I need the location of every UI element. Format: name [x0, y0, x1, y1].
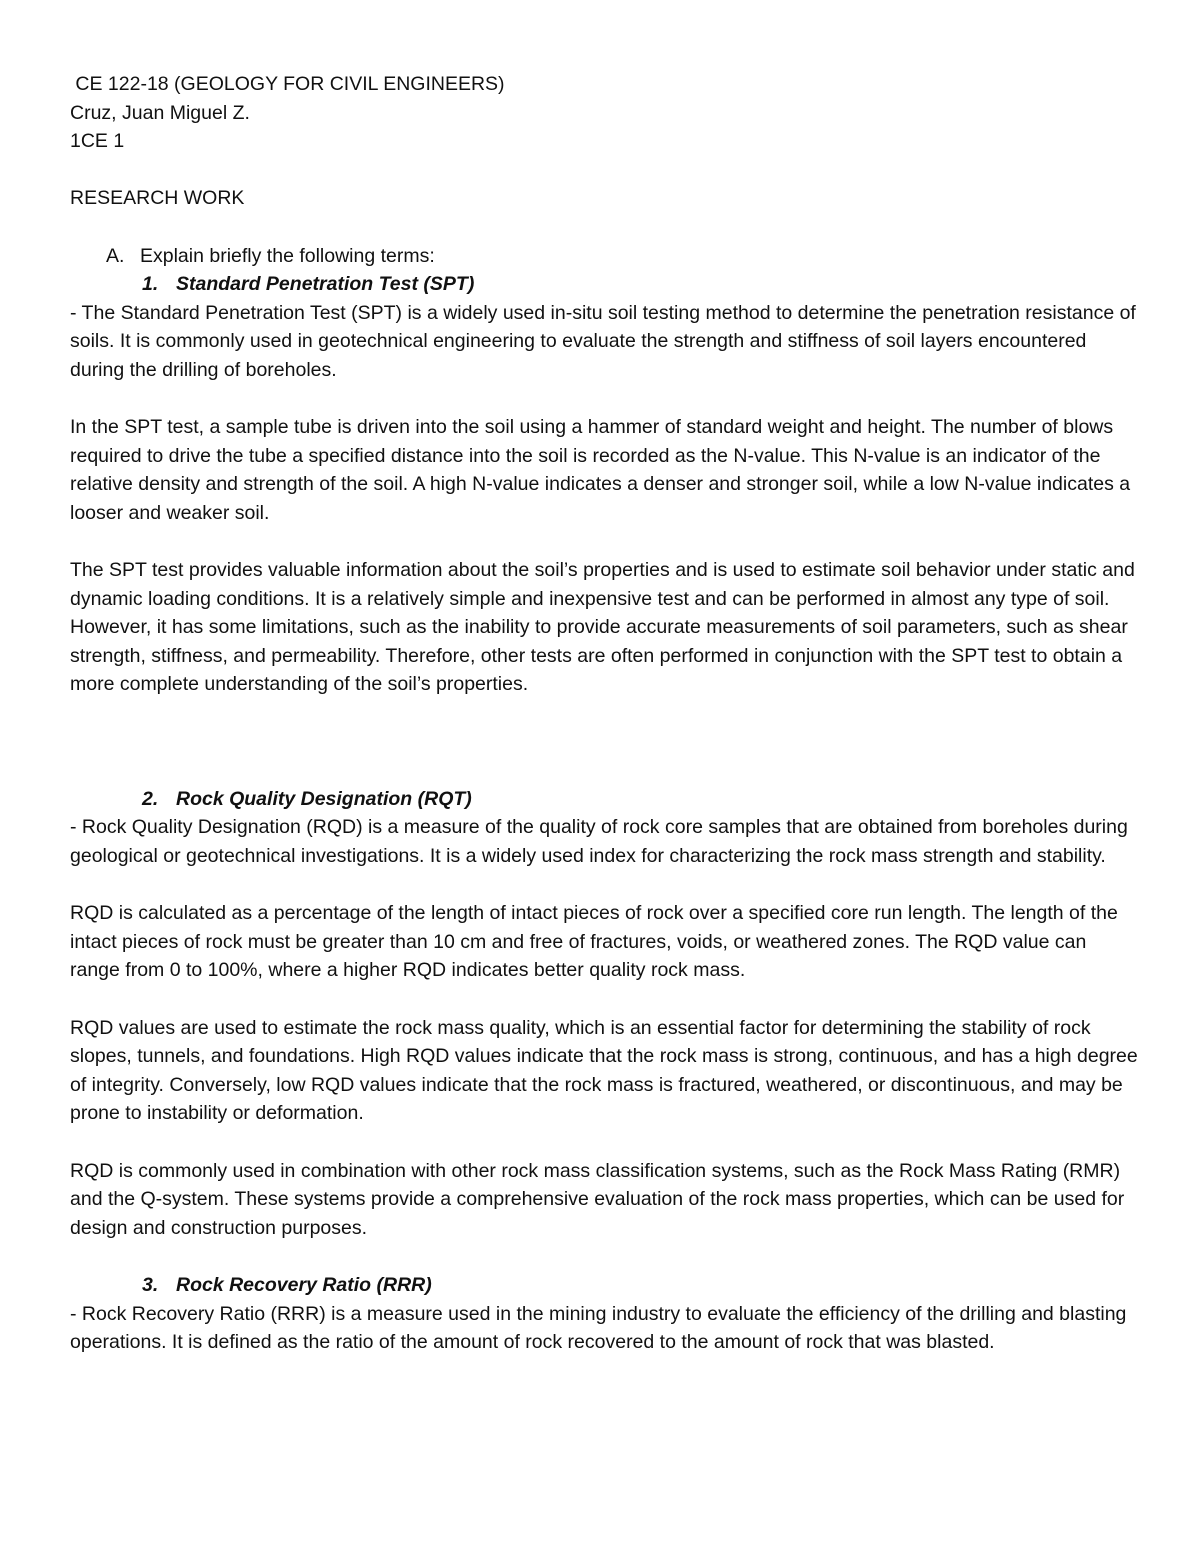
- course-title: CE 122-18 (GEOLOGY FOR CIVIL ENGINEERS): [70, 73, 505, 95]
- part-a-marker: A.: [106, 244, 125, 267]
- rrr-paragraph-1: - Rock Recovery Ratio (RRR) is a measure used in the mining industry to evaluate the efficiency of the drilling and blasting operations. It is defined as the ratio of the amount of rock recovered to the amount of rock that was blasted.: [70, 1302, 1127, 1354]
- rqd-paragraph-4: RQD is commonly used in combination with other rock mass classification systems, such as the Rock Mass Rating (RMR) and the Q-system. These systems provide a comprehensive evaluation of the rock mass properties, which can be used for design and construction purposes.: [70, 1159, 1125, 1239]
- rqd-paragraph-1: - Rock Quality Designation (RQD) is a measure of the quality of rock core samples that are obtained from boreholes during geological or geotechnical investigations. It is a widely used index for characterizing the rock mass strength and stability.: [70, 816, 1128, 868]
- spt-paragraph-2: In the SPT test, a sample tube is driven into the soil using a hammer of standard weight and height. The number of blows required to drive the tube a specified distance into the soil is recorded as the N-value. This N-value is an indicator of the relative density and strength of the soil. A high N-value indicates a denser and stronger soil, while a low N-value indicates a looser and weaker soil.: [70, 416, 1131, 524]
- document-page: [70, 70, 1140, 1357]
- term-heading-rqd: [70, 785, 1140, 814]
- term-number: 1.: [142, 273, 159, 296]
- part-a-text: Explain briefly the following terms:: [140, 244, 435, 267]
- part-a-instruction: [70, 242, 1140, 271]
- term-title: Rock Recovery Ratio (RRR): [176, 1273, 432, 1296]
- term-number: 3.: [142, 1273, 159, 1296]
- student-name: Cruz, Juan Miguel Z.: [70, 101, 250, 124]
- term-heading-rrr: [70, 1271, 1140, 1300]
- term-title: Standard Penetration Test (SPT): [176, 273, 475, 296]
- document-title: RESEARCH WORK: [70, 187, 245, 210]
- rqd-paragraph-2: RQD is calculated as a percentage of the length of intact pieces of rock over a specified core run length. The length of the intact pieces of rock must be greater than 10 cm and free of fractures, voids, or weathered zones. The RQD value can range from 0 to 100%, where a higher RQD indicates better quality rock mass.: [70, 902, 1118, 982]
- term-title: Rock Quality Designation (RQT): [176, 787, 472, 810]
- section-label: 1CE 1: [70, 130, 125, 153]
- spt-paragraph-1: - The Standard Penetration Test (SPT) is a widely used in-situ soil testing method to determine the penetration resistance of soils. It is commonly used in geotechnical engineering to evaluate the strength and stiffness of soil layers encountered during the drilling of boreholes.: [70, 301, 1136, 381]
- rqd-paragraph-3: RQD values are used to estimate the rock mass quality, which is an essential factor for determining the stability of rock slopes, tunnels, and foundations. High RQD values indicate that the rock mass is strong, continuous, and has a high degree of integrity. Conversely, low RQD values indicate that the rock mass is fractured, weathered, or discontinuous, and may be prone to instability or deformation.: [70, 1016, 1138, 1125]
- term-number: 2.: [142, 787, 159, 810]
- term-heading-spt: [70, 270, 1140, 299]
- spt-paragraph-3: The SPT test provides valuable information about the soil’s properties and is used to estimate soil behavior under static and dynamic loading conditions. It is a relatively simple and inexpensive test and can be performed in almost any type of soil. However, it has some limitations, such as the inability to provide accurate measurements of soil parameters, such as shear strength, stiffness, and permeability. Therefore, other tests are often performed in conjunction with the SPT test to obtain a more complete understanding of the soil’s properties.: [70, 559, 1135, 696]
